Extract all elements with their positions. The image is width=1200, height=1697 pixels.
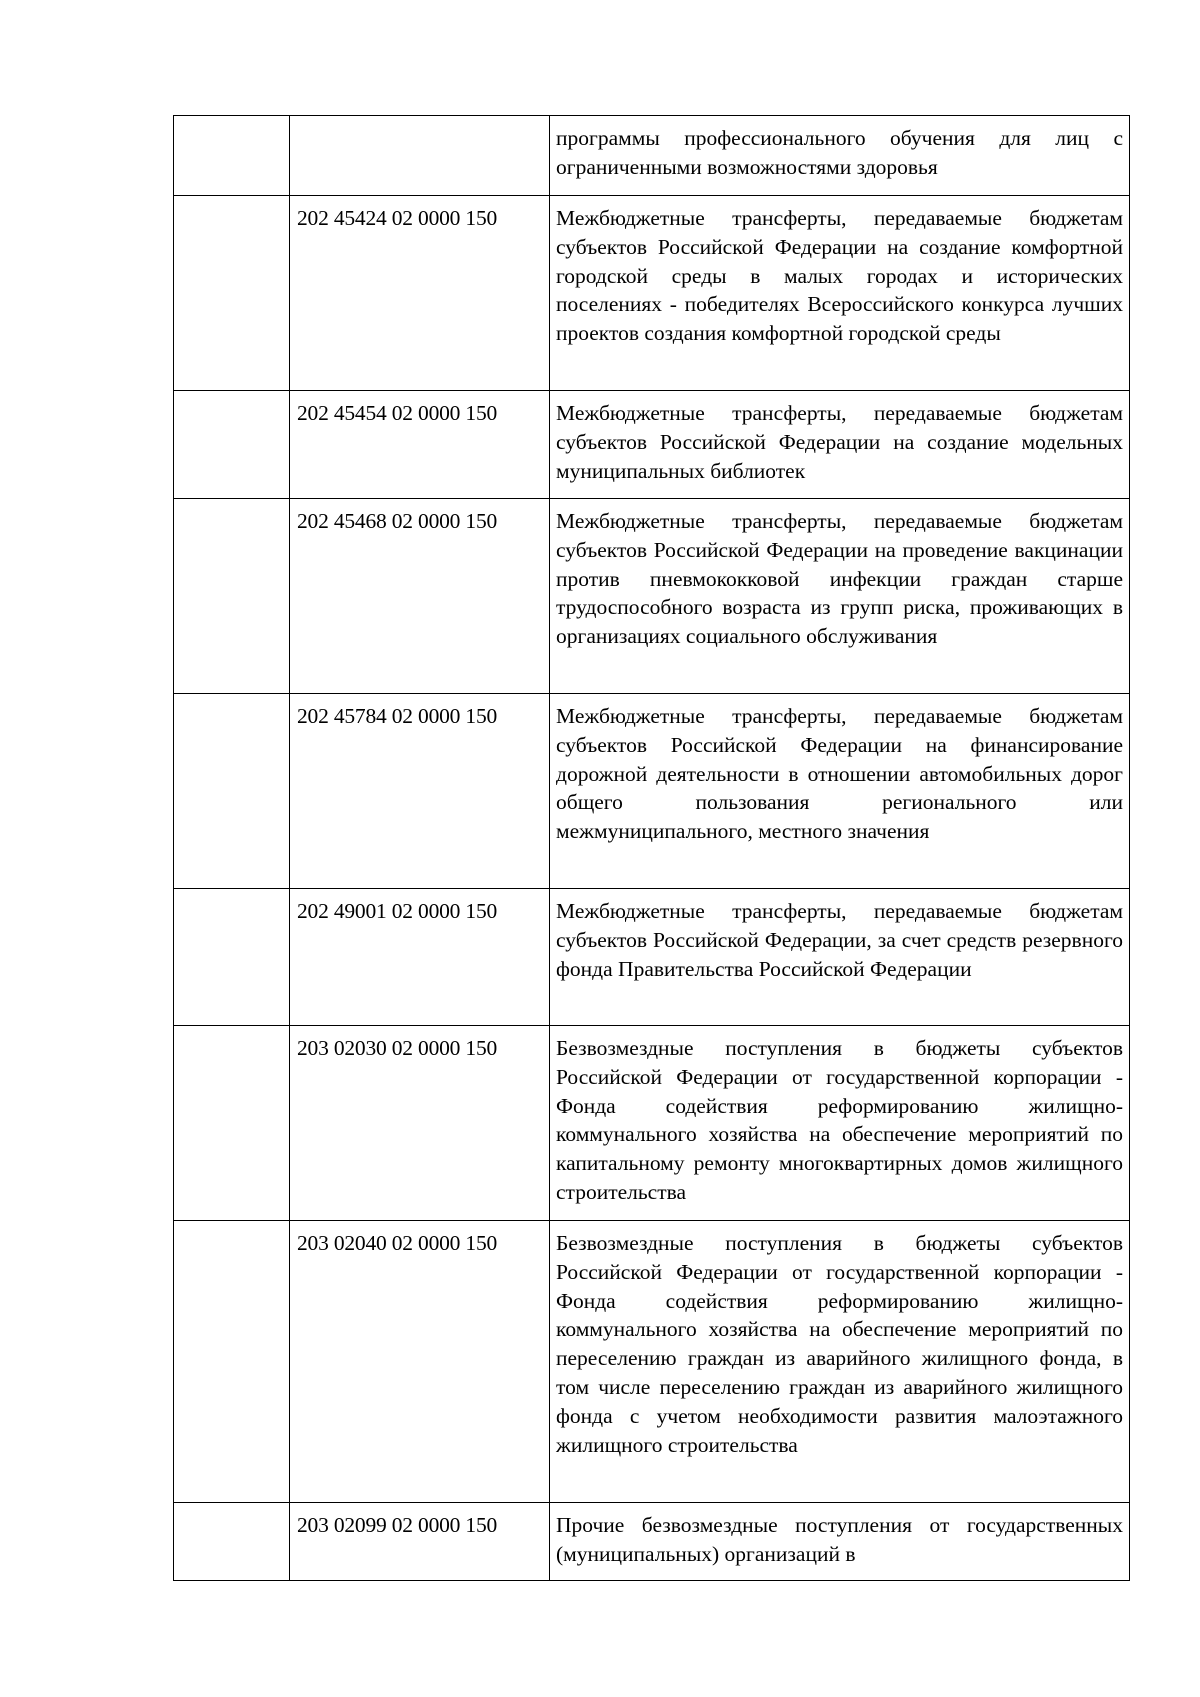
description-cell [550, 694, 1130, 889]
budget-code-cell [290, 116, 550, 196]
description-text: Межбюджетные трансферты, передаваемые бюджетам субъектов Российской Федерации на создание модельных муниципальных библиотек [556, 401, 1123, 483]
table-row [174, 889, 1130, 1026]
description-cell [550, 1221, 1130, 1503]
description-text: Безвозмездные поступления в бюджеты субъектов Российской Федерации от государственной корпорации - Фонда содействия реформированию жилищно-коммунального хозяйства на обеспечение мероприятий по переселению граждан из аварийного жилищного фонда, в том числе переселению граждан из аварийного жилищного фонда с учетом необходимости развития малоэтажного жилищного строительства [556, 1231, 1123, 1457]
description-cell [550, 196, 1130, 391]
budget-code-cell: 203 02030 02 0000 150 [290, 1026, 550, 1221]
budget-code-cell: 202 45454 02 0000 150 [290, 391, 550, 499]
description-cell [550, 889, 1130, 1026]
description-cell [550, 391, 1130, 499]
empty-cell [174, 889, 290, 1026]
table-row [174, 1503, 1130, 1581]
budget-code-cell: 202 49001 02 0000 150 [290, 889, 550, 1026]
budget-code-cell: 202 45784 02 0000 150 [290, 694, 550, 889]
description-text: Межбюджетные трансферты, передаваемые бюджетам субъектов Российской Федерации на финансирование дорожной деятельности в отношении автомобильных дорог общего пользования регионального или межмуниципального, местного значения [556, 704, 1123, 844]
table-row [174, 116, 1130, 196]
empty-cell [174, 499, 290, 694]
empty-cell [174, 1503, 290, 1581]
table-row [174, 196, 1130, 391]
empty-cell [174, 1221, 290, 1503]
empty-cell [174, 196, 290, 391]
budget-code-cell: 202 45424 02 0000 150 [290, 196, 550, 391]
budget-code-cell: 203 02040 02 0000 150 [290, 1221, 550, 1503]
description-cell [550, 1503, 1130, 1581]
description-text: программы профессионального обучения для лиц с ограниченными возможностями здоровья [556, 126, 1123, 179]
table-row [174, 694, 1130, 889]
table-row [174, 391, 1130, 499]
budget-code-cell: 203 02099 02 0000 150 [290, 1503, 550, 1581]
description-cell [550, 499, 1130, 694]
description-cell [550, 1026, 1130, 1221]
empty-cell [174, 694, 290, 889]
budget-codes-table [173, 115, 1130, 1581]
empty-cell [174, 391, 290, 499]
budget-code-cell: 202 45468 02 0000 150 [290, 499, 550, 694]
table-row [174, 499, 1130, 694]
description-text: Межбюджетные трансферты, передаваемые бюджетам субъектов Российской Федерации на проведение вакцинации против пневмококковой инфекции граждан старше трудоспособного возраста из групп риска, проживающих в организациях социального обслуживания [556, 509, 1123, 649]
description-cell [550, 116, 1130, 196]
description-text: Межбюджетные трансферты, передаваемые бюджетам субъектов Российской Федерации на создание комфортной городской среды в малых городах и исторических поселениях - победителях Всероссийского конкурса лучших проектов создания комфортной городской среды [556, 206, 1123, 346]
table-row [174, 1026, 1130, 1221]
table-row [174, 1221, 1130, 1503]
empty-cell [174, 1026, 290, 1221]
empty-cell [174, 116, 290, 196]
description-text: Безвозмездные поступления в бюджеты субъектов Российской Федерации от государственной корпорации - Фонда содействия реформированию жилищно-коммунального хозяйства на обеспечение мероприятий по капитальному ремонту многоквартирных домов жилищного строительства [556, 1036, 1123, 1204]
description-text: Прочие безвозмездные поступления от государственных (муниципальных) организаций в [556, 1513, 1123, 1566]
description-text: Межбюджетные трансферты, передаваемые бюджетам субъектов Российской Федерации, за счет средств резервного фонда Правительства Российской Федерации [556, 899, 1123, 981]
